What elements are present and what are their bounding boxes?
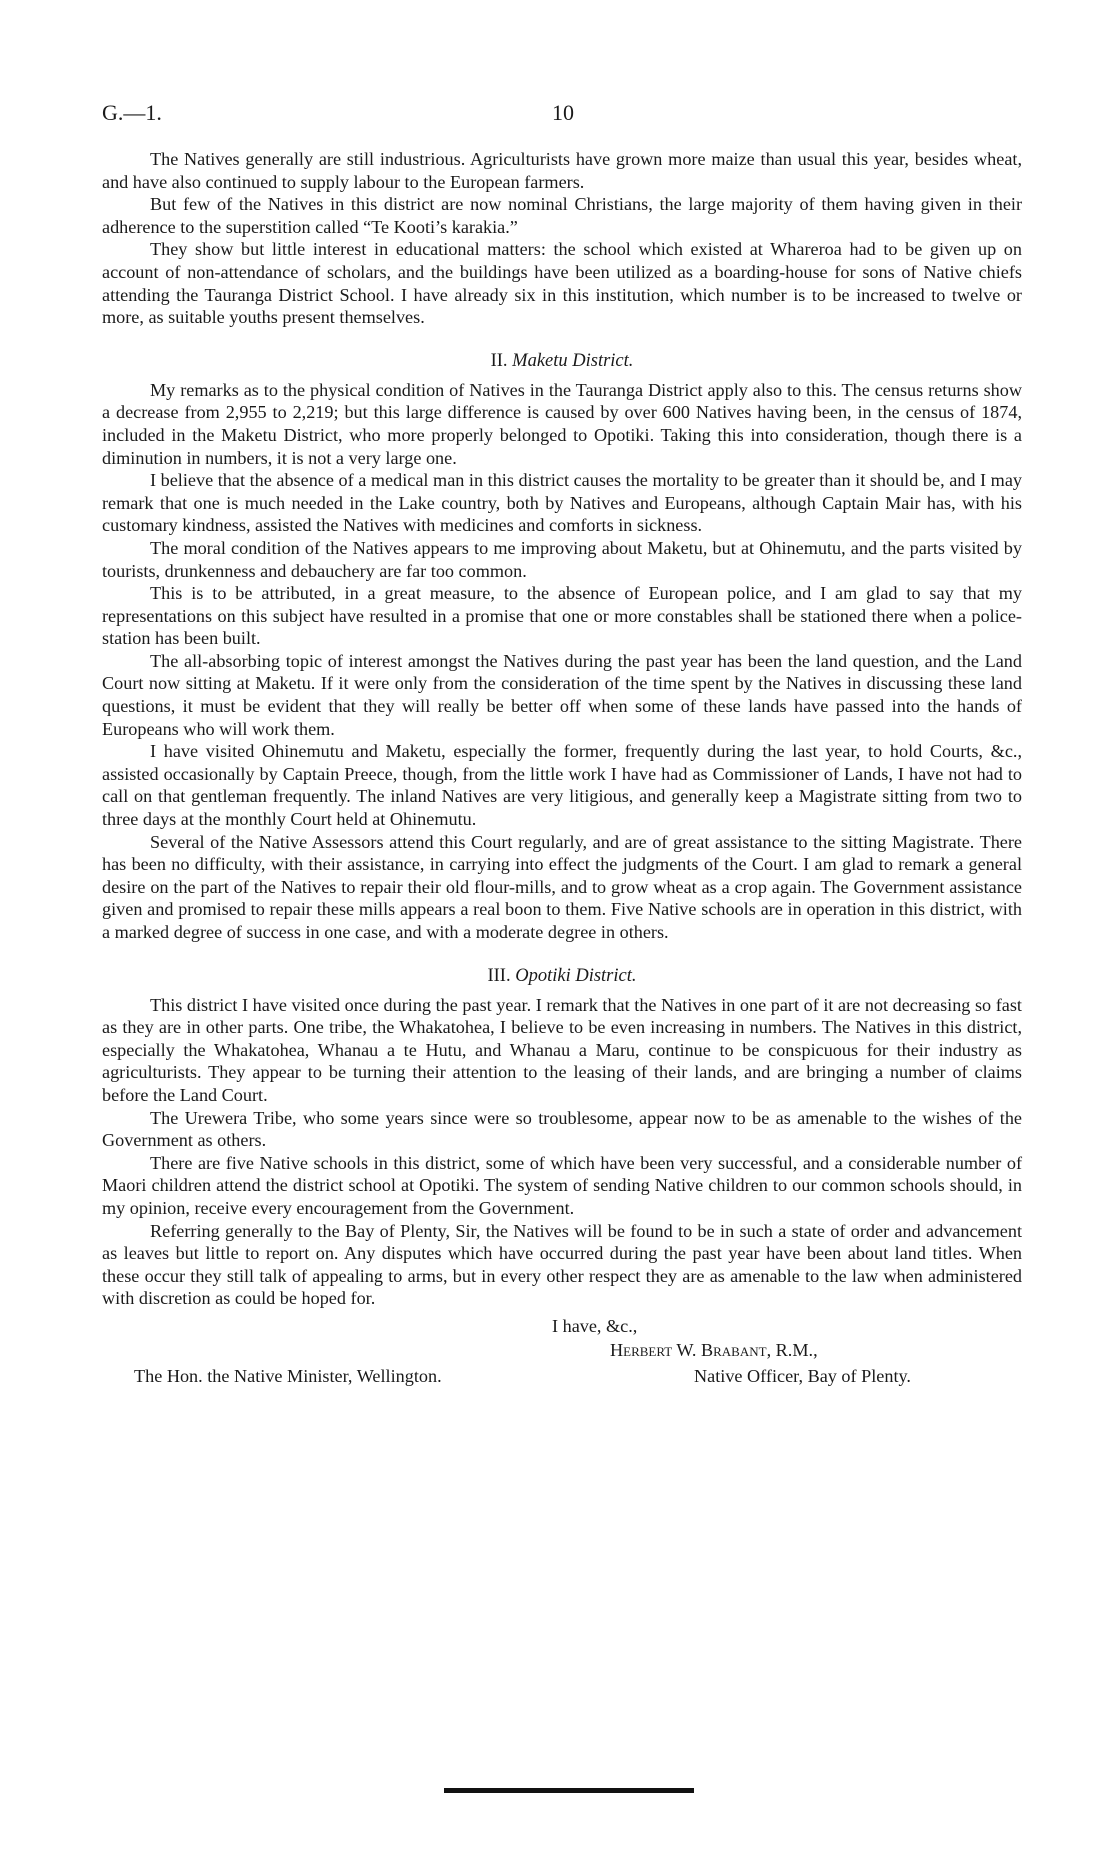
paragraph: I believe that the absence of a medical man in this district causes the mortality to be greater than it should be, and I may remark that one is much needed in the Lake country, both by Natives and Europeans, although Captain Mair has, with his customary kindness, assisted the Natives with medicines and comforts in sickness. [102,470,1022,536]
paragraph: Several of the Native Assessors attend this Court regularly, and are of great assistance to the sitting Magistrate. There has been no difficulty, with their assistance, in carrying into effect the judgments of the Court. I am glad to remark a general desire on the part of the Natives to repair their old flour-mills, and to grow wheat as a crop again. The Government assistance given and promised to repair these mills appears a real boon to them. Five Native schools are in operation in this district, with a marked degree of success in one case, and with a moderate degree in others. [102,831,1022,942]
section-heading-maketu [102,349,1022,373]
paragraph: The all-absorbing topic of interest amongst the Natives during the past year has been the land question, and the Land Court now sitting at Maketu. If it were only from the consideration of the time spent by the Natives in discussing these land questions, it must be evident that they will really be better off when some of these lands have passed into the hands of Europeans who will work them. [102,650,1022,739]
paragraph: This is to be attributed, in a great measure, to the absence of European police, and I am glad to say that my representations on this subject have resulted in a promise that one or more constables shall be stationed there when a police-station has been built. [102,583,1022,649]
letter-closing [102,1314,1022,1406]
section-numeral: III. [487,965,511,986]
paragraph: They show but little interest in educational matters: the school which existed at Whareroa had to be given up on account of non-attendance of scholars, and the buildings have been utilized as a boarding-house for sons of Native chiefs attending the Tauranga District School. I have already six in this institution, which number is to be increased to twelve or more, as suitable youths present themselves. [102,239,1022,328]
document-body [102,148,1022,1406]
document-reference: G.—1. [102,100,162,125]
section-title: Opotiki District. [515,965,637,986]
paragraph: This district I have visited once during the past year. I remark that the Natives in one part of it are not decreasing so fast as they are in other parts. One tribe, the Whakatohea, I believe to be even increasing in numbers. The Natives in this district, especially the Whakatohea, Whanau a te Hutu, and Whanau a Maru, continue to be conspicuous for their industry as agriculturists. They appear to be turning their attention to the leasing of their lands, and are bringing a number of claims before the Land Court. [102,994,1022,1105]
addressee: The Hon. the Native Minister, Wellington. [134,1365,442,1386]
section-title: Maketu District. [512,350,634,371]
paragraph: There are five Native schools in this district, some of which have been very successful, and a considerable number of Maori children attend the district school at Opotiki. The system of sending Native children to our common schools should, in my opinion, receive every encouragement from the Government. [102,1152,1022,1218]
paragraph: Referring generally to the Bay of Plenty, Sir, the Natives will be found to be in such a state of order and advancement as leaves but little to report on. Any disputes which have occurred during the past year have been about land titles. When these occur they still talk of appealing to arms, but in every other respect they are as amenable to the law when administered with discretion as could be hoped for. [102,1220,1022,1309]
page-number: 10 [552,100,574,125]
closing-greeting: I have, &c., [552,1315,638,1336]
section-numeral: II. [490,350,508,371]
signatory-office: Native Officer, Bay of Plenty. [694,1365,911,1386]
paragraph: I have visited Ohinemutu and Maketu, especially the former, frequently during the last year, to hold Courts, &c., assisted occasionally by Captain Preece, though, from the little work I have had as Commissioner of Lands, I have not had to call on that gentleman frequently. The inland Natives are very litigious, and generally keep a Magistrate sitting from two to three days at the monthly Court held at Ohinemutu. [102,741,1022,830]
signature-suffix: , R.M., [766,1339,818,1360]
paragraph: The moral condition of the Natives appears to me improving about Maketu, but at Ohinemutu, and the parts visited by tourists, drunkenness and debauchery are far too common. [102,537,1022,581]
paragraph: But few of the Natives in this district are now nominal Christians, the large majority of them having given in their adherence to the superstition called “Te Kooti’s karakia.” [102,194,1022,237]
signature-name: Herbert W. Brabant [610,1339,767,1360]
paragraph: The Natives generally are still industrious. Agriculturists have grown more maize than usual this year, besides wheat, and have also continued to supply labour to the European farmers. [102,149,1022,192]
section-heading-opotiki [102,964,1022,988]
paragraph: The Urewera Tribe, who some years since were so troublesome, appear now to be as amenable to the wishes of the Government as others. [102,1107,1022,1151]
closing-rule [444,1788,694,1793]
signature [610,1338,818,1362]
paragraph: My remarks as to the physical condition of Natives in the Tauranga District apply also to this. The census returns show a decrease from 2,955 to 2,219; but this large difference is caused by over 600 Natives having been, in the census of 1874, included in the Maketu District, who more properly belonged to Opotiki. Taking this into consideration, though there is a diminution in numbers, it is not a very large one. [102,379,1022,468]
page-header [102,100,1002,132]
